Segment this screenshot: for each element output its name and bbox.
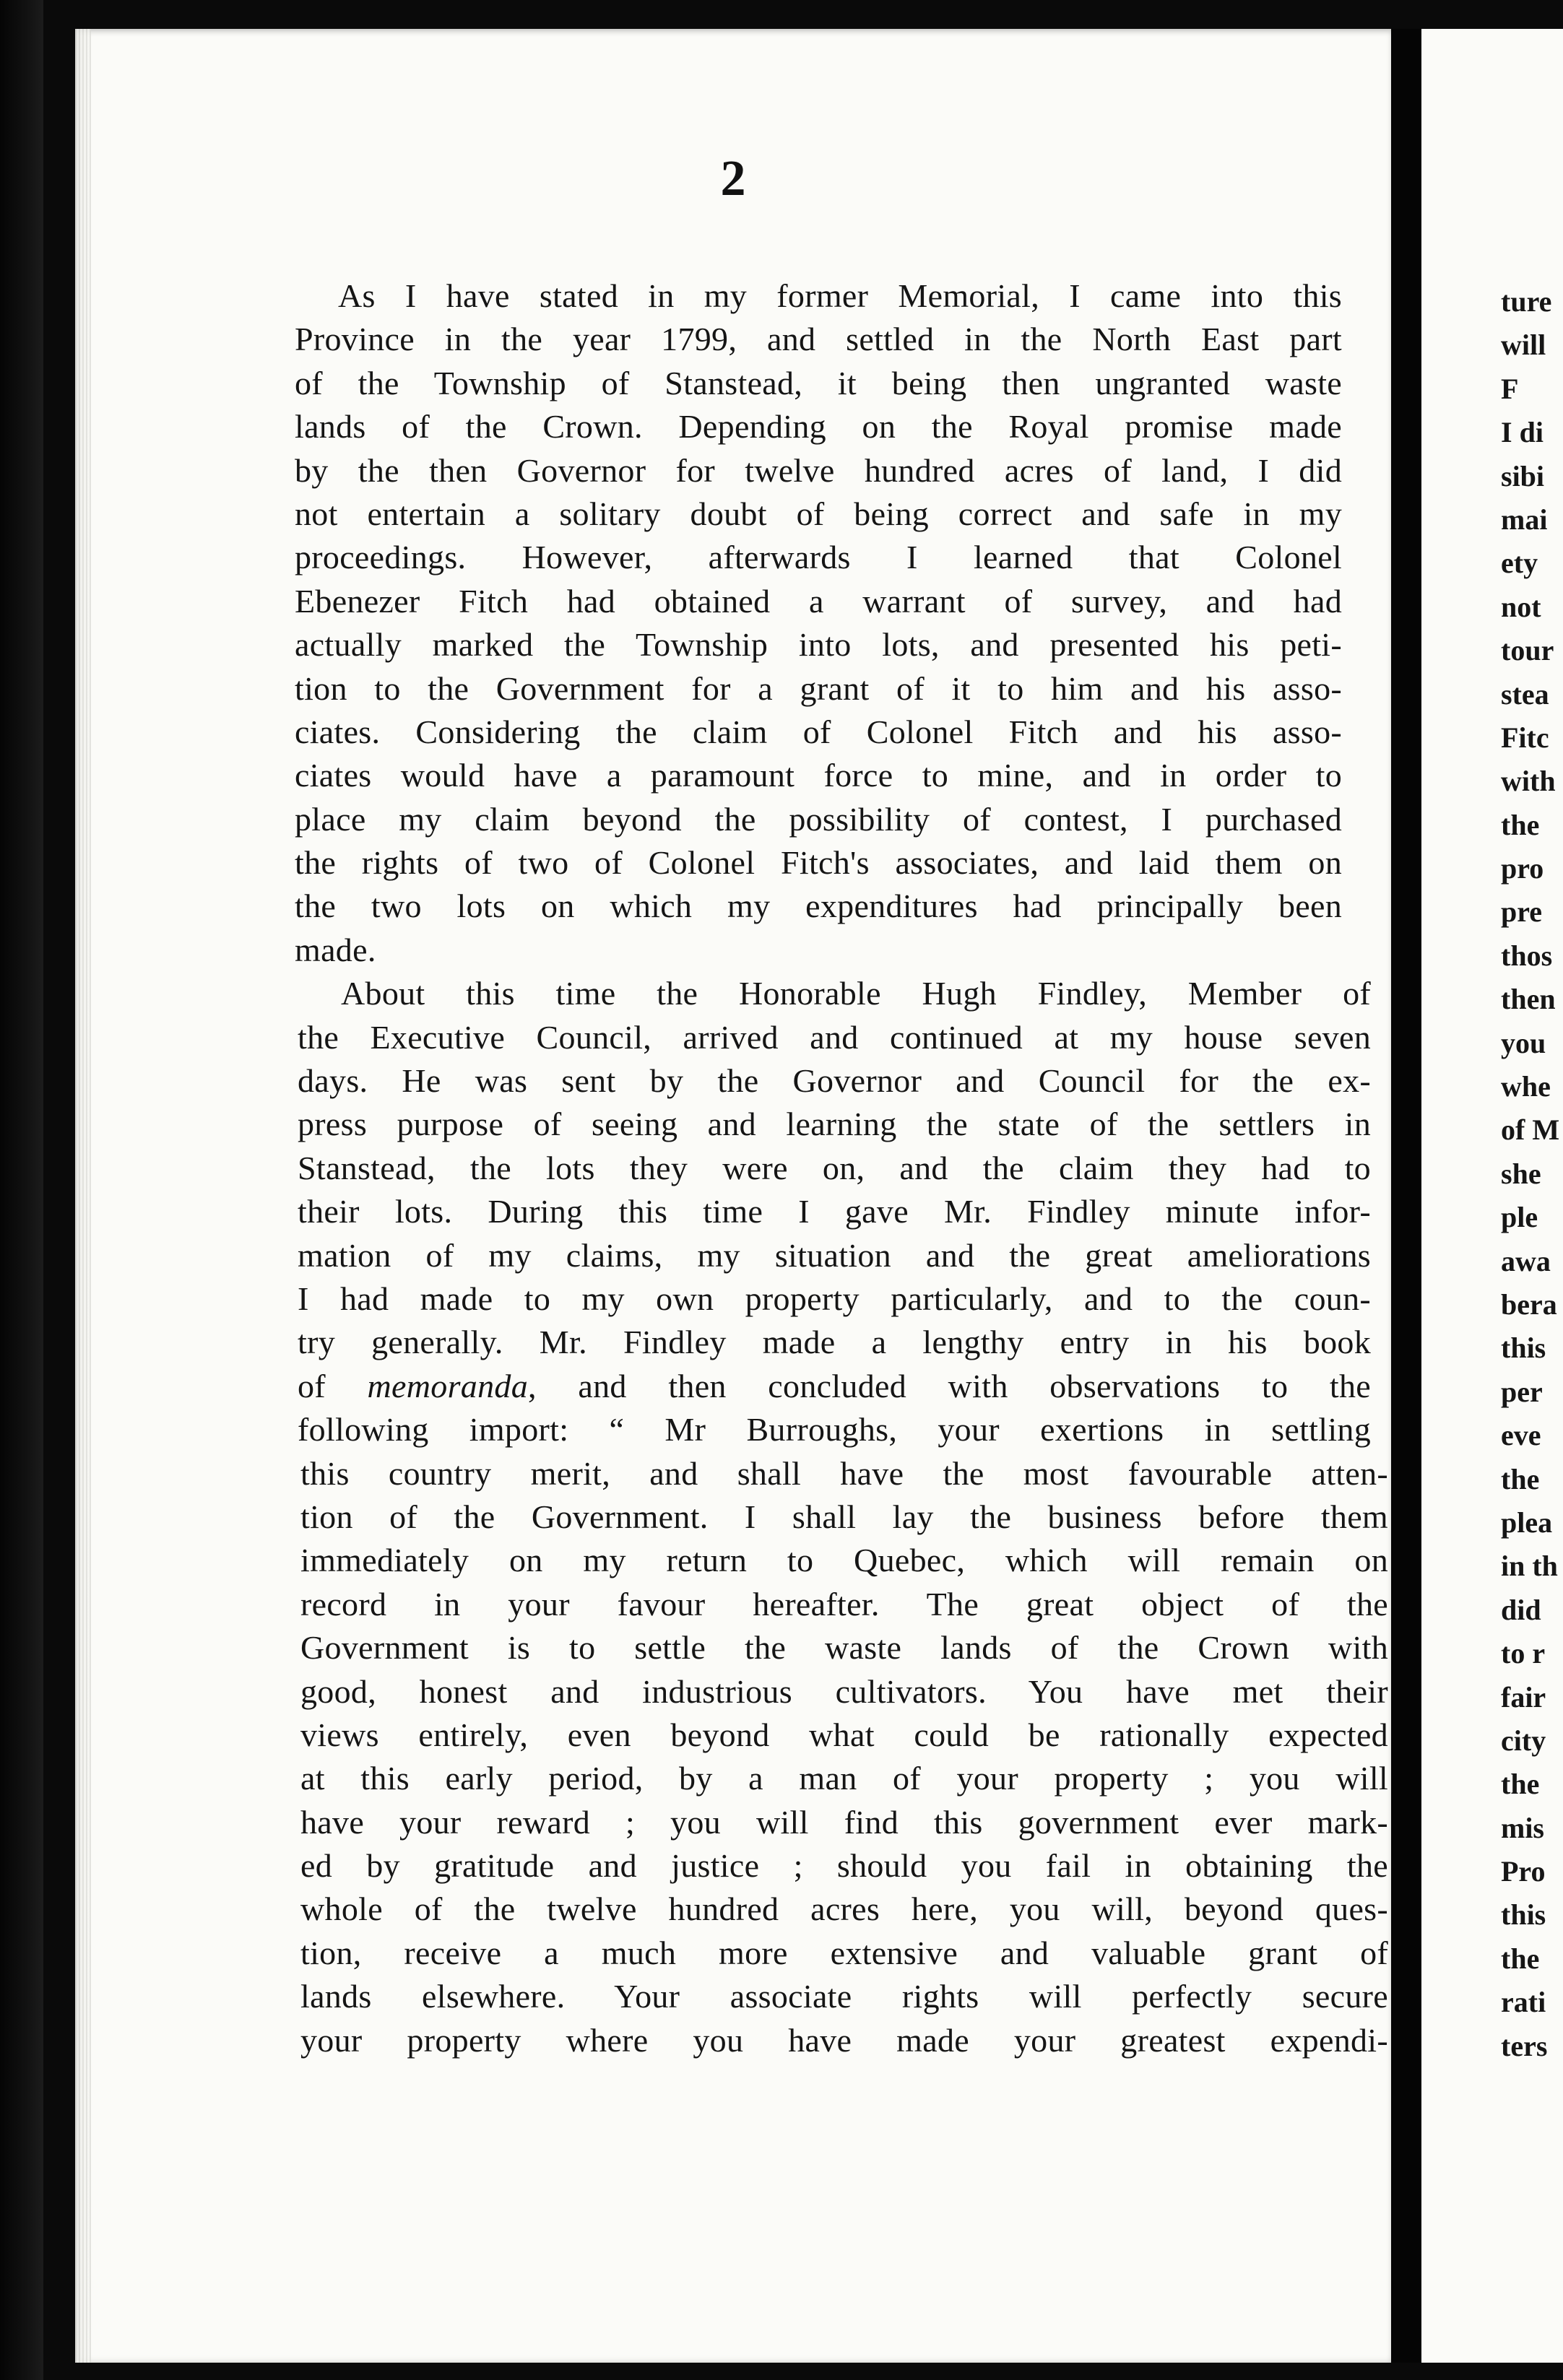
text-line: ciates would have a paramount force to mine, and in order to <box>295 757 1342 794</box>
right-line: this <box>1501 1332 1546 1365</box>
text-line: actually marked the Township into lots, and presented his peti- <box>295 626 1342 664</box>
text-line: About this time the Honorable Hugh Findley, Member of <box>341 975 1371 1012</box>
right-line: the <box>1501 1942 1540 1975</box>
scanner-edge-left <box>0 0 43 2380</box>
text-line: mation of my claims, my situation and the great ameliorations <box>298 1236 1371 1274</box>
right-line: the <box>1501 808 1540 841</box>
text-line: following import: “ Mr Burroughs, your exertions in settling <box>298 1411 1371 1449</box>
text-line: whole of the twelve hundred acres here, you will, beyond ques- <box>300 1890 1388 1928</box>
right-line: F <box>1501 372 1519 405</box>
text-line: lands of the Crown. Depending on the Royal promise made <box>295 408 1342 446</box>
text-line: the rights of two of Colonel Fitch's associates, and laid them on <box>295 844 1342 882</box>
text-line: ed by gratitude and justice ; should you fail in obtaining the <box>300 1847 1388 1885</box>
text-line: this country merit, and shall have the most favourable atten- <box>300 1454 1388 1492</box>
text-line: their lots. During this time I gave Mr. Findley minute infor- <box>298 1193 1371 1230</box>
text-line: tion to the Government for a grant of it to him and his asso- <box>295 669 1342 707</box>
right-line: in th <box>1501 1550 1558 1583</box>
text-line: made. <box>295 931 376 968</box>
right-line: the <box>1501 1768 1540 1801</box>
text-line: Ebenezer Fitch had obtained a warrant of survey, and had <box>295 582 1342 620</box>
right-line: per <box>1501 1375 1543 1408</box>
text-line: of the Township of Stanstead, it being then ungranted waste <box>295 364 1342 401</box>
right-line: fair <box>1501 1680 1546 1714</box>
text-line: ciates. Considering the claim of Colonel Fitch and his asso- <box>295 713 1342 750</box>
right-line: sibi <box>1501 459 1545 492</box>
right-line: she <box>1501 1157 1541 1190</box>
right-line: to r <box>1501 1637 1546 1670</box>
text-line: tion, receive a much more extensive and valuable grant of <box>300 1934 1388 1971</box>
text-line: press purpose of seeing and learning the state of the settlers in <box>298 1106 1371 1143</box>
right-line: pre <box>1501 895 1543 929</box>
text-line: Government is to settle the waste lands of the Crown with <box>300 1629 1388 1667</box>
text-line: place my claim beyond the possibility of contest, I purchased <box>295 800 1342 838</box>
right-line: tour <box>1501 634 1554 667</box>
book-page-right <box>1421 29 1563 2363</box>
right-line: ters <box>1501 2029 1548 2062</box>
page-number: 2 <box>720 151 746 207</box>
right-line: bera <box>1501 1287 1557 1321</box>
text-line: tion of the Government. I shall lay the business before them <box>300 1498 1388 1535</box>
right-line: with <box>1501 765 1556 798</box>
right-line: ture <box>1501 285 1552 318</box>
right-line: Pro <box>1501 1855 1546 1888</box>
text-line: of memoranda, and then concluded with observations to the <box>298 1367 1372 1404</box>
right-line: ple <box>1501 1201 1538 1234</box>
text-line: by the then Governor for twelve hundred acres of land, I did <box>295 451 1342 489</box>
right-line: you <box>1501 1026 1546 1059</box>
text-line: views entirely, even beyond what could be rationally expected <box>300 1716 1388 1753</box>
right-line: eve <box>1501 1419 1541 1452</box>
right-line: this <box>1501 1898 1546 1932</box>
right-line: Fitc <box>1501 721 1549 754</box>
text-line: good, honest and industrious cultivators. You have met their <box>300 1672 1388 1710</box>
right-line: mis <box>1501 1811 1544 1844</box>
text-line: immediately on my return to Quebec, which will remain on <box>300 1542 1388 1579</box>
right-line: city <box>1501 1724 1546 1757</box>
text-line: your property where you have made your greatest expendi- <box>300 2021 1388 2059</box>
body-text <box>285 274 1388 2062</box>
right-page-text <box>1501 280 1559 2068</box>
text-line: Province in the year 1799, and settled in the North East part <box>295 321 1342 358</box>
text-line: record in your favour hereafter. The great object of the <box>300 1585 1388 1623</box>
right-line: the <box>1501 1462 1540 1495</box>
right-line: then <box>1501 983 1556 1016</box>
right-line: ety <box>1501 547 1538 580</box>
right-line: whe <box>1501 1070 1551 1103</box>
right-line: mai <box>1501 503 1548 536</box>
right-line: I di <box>1501 416 1543 449</box>
right-line: will <box>1501 329 1546 362</box>
text-line: I had made to my own property particularly, and to the coun- <box>298 1280 1371 1317</box>
text-line: at this early period, by a man of your property ; you will <box>300 1760 1388 1797</box>
right-line: did <box>1501 1593 1541 1626</box>
text-line: lands elsewhere. Your associate rights will perfectly secure <box>300 1978 1388 2015</box>
text-line: the Executive Council, arrived and continued at my house seven <box>298 1018 1371 1056</box>
right-line: stea <box>1501 677 1549 711</box>
right-line: pro <box>1501 852 1544 885</box>
right-line: not <box>1501 590 1541 623</box>
book-page-left <box>75 29 1391 2363</box>
text-line: days. He was sent by the Governor and Council for the ex- <box>298 1062 1371 1100</box>
right-line: plea <box>1501 1506 1553 1539</box>
text-line: As I have stated in my former Memorial, I came into this <box>338 277 1342 314</box>
right-line: of M <box>1501 1113 1560 1147</box>
text-line: proceedings. However, afterwards I learned that Colonel <box>295 539 1342 576</box>
right-line: awa <box>1501 1244 1551 1277</box>
text-line: the two lots on which my expenditures had principally been <box>295 887 1342 925</box>
book-gutter <box>1391 29 1421 2363</box>
right-line: thos <box>1501 939 1553 972</box>
text-line: not entertain a solitary doubt of being correct and safe in my <box>295 495 1342 532</box>
text-line: have your reward ; you will find this government ever mark- <box>300 1803 1388 1841</box>
text-line: try generally. Mr. Findley made a lengthy entry in his book <box>298 1324 1371 1361</box>
text-line: Stanstead, the lots they were on, and the claim they had to <box>298 1149 1371 1186</box>
right-line: rati <box>1501 1986 1546 2019</box>
